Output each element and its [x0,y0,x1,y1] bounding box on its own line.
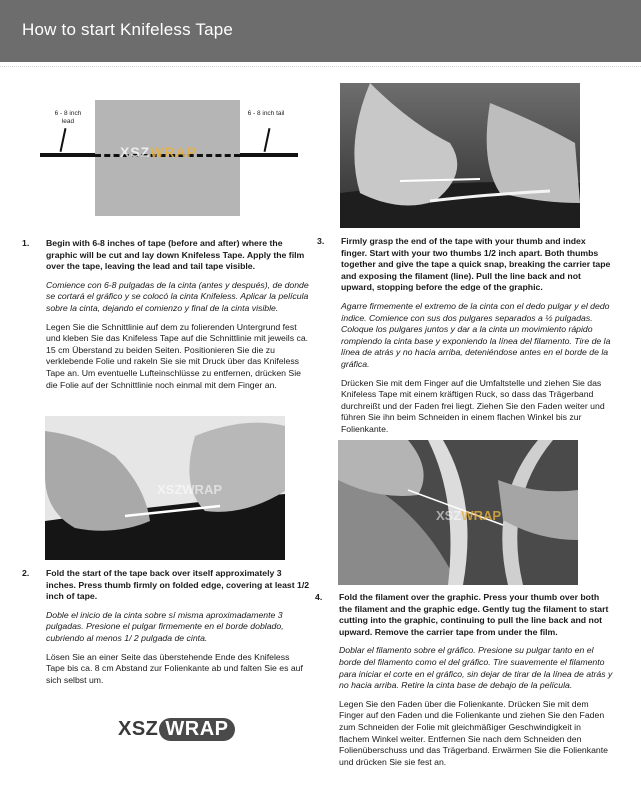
watermark: XSZWRAP [120,144,198,160]
step-2-german: Lösen Sie an einer Seite das überstehende Ende des Knifeless Tape bis ca. 8 cm Abstand zur Folienkante ab und falten Sie es auf sich selbst um. [46,651,303,685]
step-3-english: Firmly grasp the end of the tape with your thumb and index finger. Start with your two thumbs 1/2 inch apart. Both thumbs together and give the tape a quick snap, breaking the carrier tape and exposing the filament (line). Pull the line back and not upward, stopping before the edge of the graphic. [341,236,611,293]
tail-label: 6 - 8 inch tail [247,110,285,117]
step-2 [22,568,310,686]
step-1-english: Begin with 6-8 inches of tape (before and after) where the graphic will be cut and lay down Knifeless Tape. Apply the film over the tape, leaving the lead and tail tape visible. [46,238,305,272]
step-4-english: Fold the filament over the graphic. Press your thumb over both the filament and the graphic edge. Gently tug the filament to start cutting into the graphic, continuing to pull the line back and not upward. Remove the carrier tape from under the film. [339,592,609,637]
logo-prefix: XSZ [118,718,159,740]
step-1-spanish: Comience con 6-8 pulgadas de la cinta (antes y después), de donde se cortará el gráfico y se colocó la cinta Knifeless. Aplicar la película sobre la cinta, dejando el comienzo y final de la cinta visible. [46,279,309,313]
step-4-german: Legen Sie den Faden über die Folienkante. Drücken Sie mit dem Finger auf den Faden und die Folienkante und ziehen Sie den Faden zum Schneiden der Folie mit gleichmäßiger Geschwindigkeit in flachem Winkel weiter. Entfernen Sie nach dem Schneiden den Folienüberschuss und das Trägerband. Erwärmen Sie die Folienkante und drücken Sie sie fest an. [339,698,608,767]
step-1 [22,238,310,391]
svg-text:XSZWRAP: XSZWRAP [157,482,222,497]
step-3-spanish: Agarre firmemente el extremo de la cinta con el dedo pulgar y el dedo índice. Comience con sus dos pulgares separados a ½ pulgadas. Coloque los pulgares juntos y dar a la cinta un movimiento rápido rompiendo la cinta base y exponiendo la línea del filamento. Tire de la línea de atrás y no hacia arriba, deteniéndose antes en el borde de la gráfica. [341,300,611,369]
step-4-spanish: Doblar el filamento sobre el gráfico. Presione su pulgar tanto en el borde del filamento como el del gráfico. Tire suavemente el filamento para iniciar el corte en el gráfico, sin dejar de tirar de la línea de atrás y no hacia arriba. Retire la cinta base de debajo de la película. [339,645,613,691]
step-1-german: Legen Sie die Schnittlinie auf dem zu folierenden Untergrund fest und kleben Sie das Knifeless Tape auf die Schnittlinie mit jeweils ca. 15 cm Überstand zu beiden Seiten. Positionieren Sie die zu verklebende Folie und rakeln Sie sie mit Druck über das Knifeless Tape an. Um eventuelle Lufteinschlüsse zu entfernen, drücken Sie die Folie auf der Schnittlinie noch einmal mit dem Finger an. [46,321,309,390]
step-2-english: Fold the start of the tape back over itself approximately 3 inches. Press thumb firmly on folded edge, covering at least 1/2 inch of tape. [46,568,310,602]
step-number: 1. [22,238,30,248]
brand-logo [118,715,238,749]
lead-pointer [60,128,67,152]
photo-step-3 [340,83,580,228]
step-3 [317,236,613,436]
step-2-spanish: Doble el inicio de la cinta sobre sí misma aproximadamente 3 pulgadas. Presione el pulgar firmemente en el borde doblado, cubriendo al menos 1/ 2 pulgada de cinta. [46,609,284,643]
step-number: 4. [315,592,323,602]
photo-step-2 [45,416,285,560]
page-title: How to start Knifeless Tape [22,20,234,39]
tape-lead-line [40,153,95,157]
svg-text:XSZWRAP: XSZWRAP [436,508,502,523]
logo-accent: WRAP [159,718,234,741]
tail-pointer [264,128,271,152]
step-number: 3. [317,236,325,246]
dotted-divider [0,66,641,70]
photo-step-4 [338,440,578,585]
step-3-german: Drücken Sie mit dem Finger auf die Umfaltstelle und ziehen Sie das Knifeless Tape mit einem kräftigen Ruck, so dass das Trägerband durchreißt und der Faden frei liegt. Ziehen Sie den Faden weiter und führen Sie ihn beim Schneiden in einem flachen Winkel bis zur Folienkante. [341,377,605,434]
lead-label: 6 - 8 inch lead [54,110,82,125]
step-number: 2. [22,568,30,578]
step-4 [315,592,613,768]
tape-diagram [40,100,300,220]
page-header [0,0,641,62]
tape-tail-line [240,153,298,157]
